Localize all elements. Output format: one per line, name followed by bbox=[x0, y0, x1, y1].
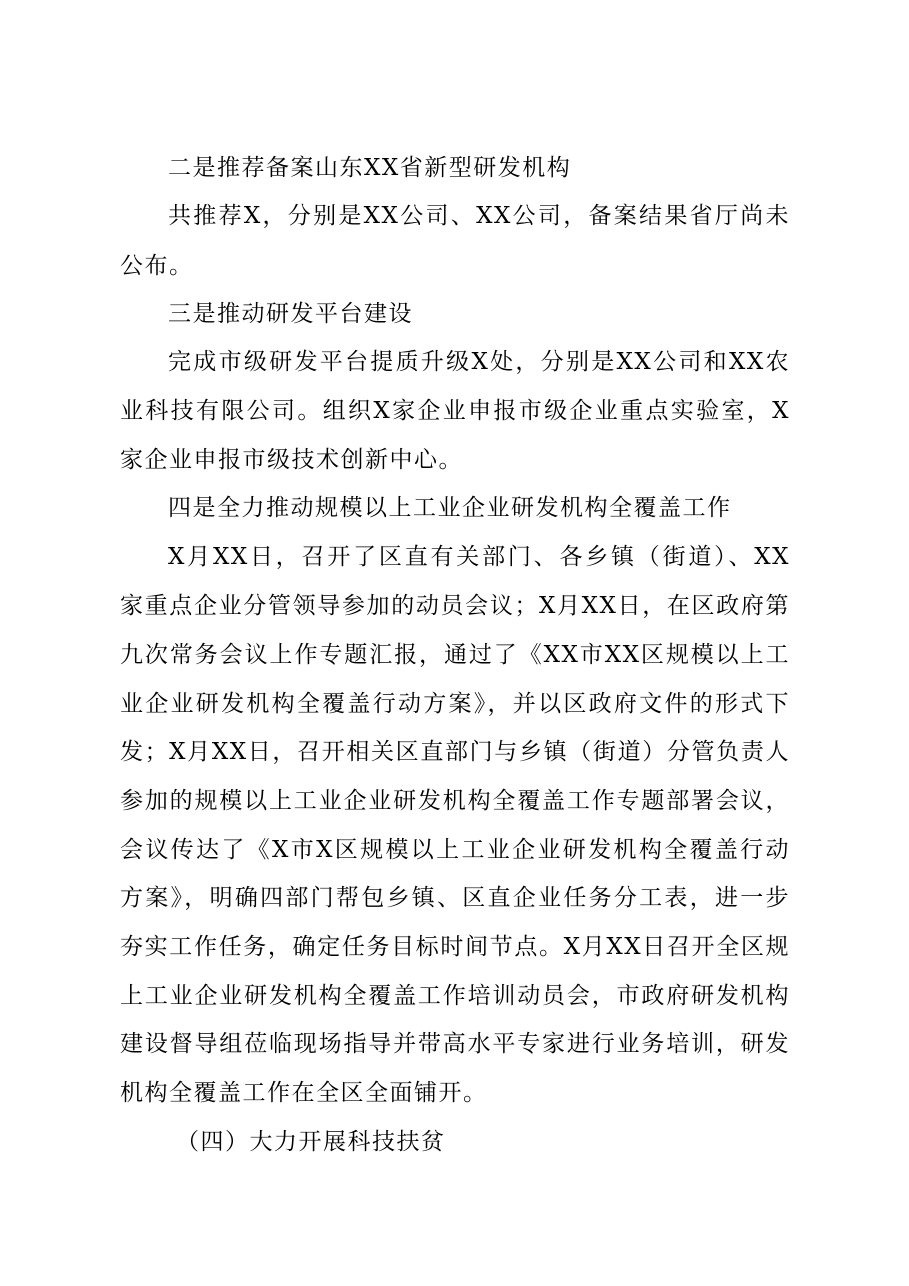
paragraph-line: 完成市级研发平台提质升级X处，分别是XX公司和XX农 bbox=[168, 349, 790, 375]
paragraph-line: 九次常务会议上作专题汇报，通过了《XX市XX区规模以上工 bbox=[120, 642, 790, 668]
paragraph-line: 家企业申报市级技术创新中心。 bbox=[120, 447, 463, 473]
heading-full-coverage: 四是全力推动规模以上工业企业研发机构全覆盖工作 bbox=[168, 495, 732, 521]
paragraph-line: 共推荐X，分别是XX公司、XX公司，备案结果省厅尚未 bbox=[168, 203, 790, 229]
paragraph-line: 机构全覆盖工作在全区全面铺开。 bbox=[120, 1080, 488, 1106]
paragraph-line: 家重点企业分管领导参加的动员会议；X月XX日，在区政府第 bbox=[120, 593, 790, 619]
paragraph-line: 发；X月XX日，召开相关区直部门与乡镇（街道）分管负责人 bbox=[120, 739, 790, 765]
paragraph-line: 方案》，明确四部门帮包乡镇、区直企业任务分工表，进一步 bbox=[120, 885, 790, 911]
paragraph-line: 会议传达了《X市X区规模以上工业企业研发机构全覆盖行动 bbox=[120, 837, 790, 863]
paragraph-line: 公布。 bbox=[120, 253, 194, 279]
paragraph-line: 参加的规模以上工业企业研发机构全覆盖工作专题部署会议， bbox=[120, 788, 790, 814]
paragraph-line: X月XX日，召开了区直有关部门、各乡镇（街道）、XX bbox=[168, 544, 790, 570]
heading-rd-platform: 三是推动研发平台建设 bbox=[168, 301, 413, 327]
paragraph-line: 建设督导组莅临现场指导并带高水平专家进行业务培训，研发 bbox=[120, 1031, 790, 1057]
paragraph-line: 夯实工作任务，确定任务目标时间节点。X月XX日召开全区规 bbox=[120, 934, 790, 960]
paragraph-line: 业企业研发机构全覆盖行动方案》，并以区政府文件的形式下 bbox=[120, 691, 790, 717]
paragraph-line: 上工业企业研发机构全覆盖工作培训动员会，市政府研发机构 bbox=[120, 983, 790, 1009]
section-heading-tech-poverty-alleviation: （四）大力开展科技扶贫 bbox=[176, 1129, 446, 1155]
paragraph-line: 业科技有限公司。组织X家企业申报市级企业重点实验室，X bbox=[120, 398, 790, 424]
heading-recommend-filing: 二是推荐备案山东XX省新型研发机构 bbox=[168, 155, 572, 181]
